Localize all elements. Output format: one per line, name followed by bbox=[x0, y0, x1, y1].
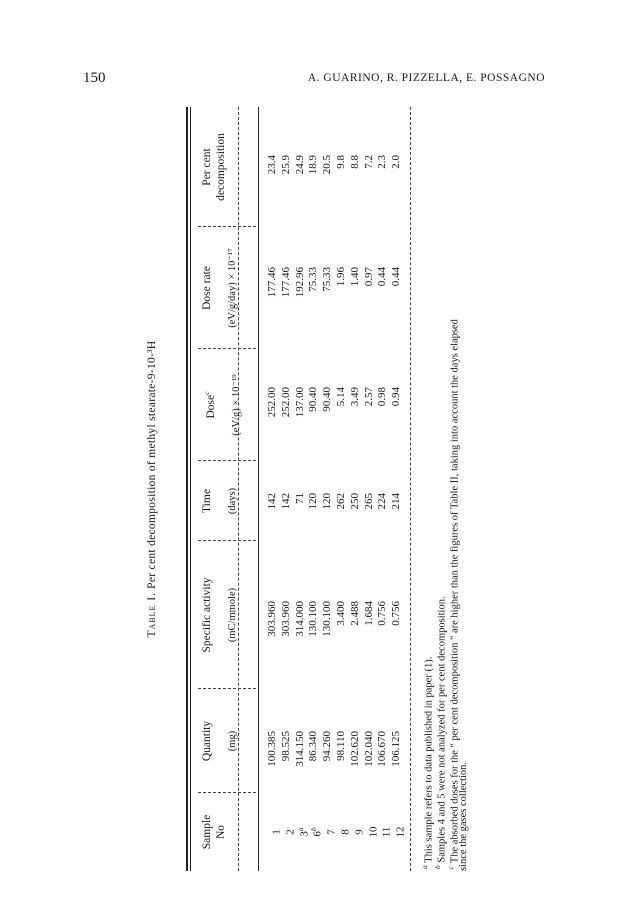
sample-number: 3 bbox=[298, 831, 311, 837]
cell-decomp: 24.9 bbox=[293, 155, 306, 175]
cell-time: 142 bbox=[279, 493, 292, 510]
cell-time: 120 bbox=[321, 493, 334, 510]
cell-quantity: 106.670 bbox=[376, 731, 389, 767]
cell-quantity: 100.385 bbox=[266, 731, 278, 767]
sample-number: 1 bbox=[270, 829, 283, 835]
header-sample-sub: No bbox=[215, 824, 227, 840]
cell-quantity: 106.125 bbox=[390, 731, 403, 767]
cell-decomp: 23.4 bbox=[266, 155, 278, 175]
cell-quantity: 94.260 bbox=[321, 731, 334, 762]
header-activity-unit: (mC/mmole) bbox=[227, 587, 238, 643]
sample-footnote-mark: a bbox=[295, 827, 305, 832]
cell-time: 120 bbox=[307, 493, 320, 510]
cell-rate: 192.96 bbox=[293, 267, 306, 298]
top-rule bbox=[186, 107, 188, 871]
header-sample-label: Sample bbox=[201, 814, 213, 850]
cell-rate: 1.96 bbox=[335, 267, 347, 287]
table-caption bbox=[146, 107, 158, 871]
sample-footnote-mark: b bbox=[309, 827, 319, 832]
cell-activity: 303.960 bbox=[279, 601, 292, 637]
header-quantity bbox=[200, 689, 240, 793]
cell-dose: 90.40 bbox=[321, 387, 334, 412]
sample-number: 2 bbox=[284, 829, 297, 835]
cell-rate: 1.40 bbox=[348, 267, 361, 287]
footnote-mark: a bbox=[420, 865, 429, 869]
cell-activity: 0.756 bbox=[390, 601, 403, 626]
header-quantity-unit: (mg) bbox=[227, 730, 238, 752]
cell-time: 250 bbox=[348, 493, 361, 510]
rotated-table-block bbox=[146, 107, 476, 871]
cell-decomp: 2.0 bbox=[390, 155, 403, 169]
cell-time: 71 bbox=[293, 493, 306, 504]
footnote-mark: c bbox=[446, 865, 455, 869]
header-decomp-sub: decomposition bbox=[215, 133, 227, 201]
cell-decomp: 18.9 bbox=[307, 155, 320, 175]
cell-quantity: 102.620 bbox=[348, 731, 361, 767]
cell-quantity: 102.040 bbox=[362, 731, 375, 767]
cell-dose: 5.14 bbox=[335, 387, 347, 407]
cell-sample-no bbox=[390, 793, 408, 871]
cell-time: 142 bbox=[266, 493, 278, 510]
footnote-text: This sample refers to data published in paper (1). bbox=[423, 656, 435, 863]
header-time-unit: (days) bbox=[227, 487, 238, 515]
cell-rate: 75.33 bbox=[307, 267, 320, 292]
cell-activity: 1.684 bbox=[362, 601, 375, 626]
cell-activity: 130.100 bbox=[321, 601, 334, 637]
footnote-text: The absorbed doses for the " per cent decomposition " are higher than the figures of Table II, taking into account the days elapsed bbox=[449, 319, 461, 864]
header-quantity-label: Quantity bbox=[201, 720, 213, 762]
cell-decomp: 2.3 bbox=[376, 155, 389, 169]
header-decomp-label: Per cent bbox=[201, 148, 213, 186]
cell-activity: 314.000 bbox=[293, 601, 306, 637]
cell-activity: 130.100 bbox=[307, 601, 320, 637]
cell-dose: 137.00 bbox=[293, 387, 306, 418]
sample-number: 9 bbox=[353, 829, 366, 835]
sample-number: 8 bbox=[339, 829, 352, 835]
header-dose-rate bbox=[200, 227, 240, 349]
sample-number: 7 bbox=[325, 829, 338, 835]
header-rate-unit: (eV/g/day) × 10⁻¹⁷ bbox=[227, 248, 238, 328]
cell-quantity: 86.340 bbox=[307, 731, 320, 762]
footnote-mark: b bbox=[433, 865, 442, 869]
cell-rate: 0.44 bbox=[376, 267, 389, 287]
cell-decomp: 25.9 bbox=[279, 155, 292, 175]
cell-decomp: 7.2 bbox=[362, 155, 375, 169]
header-dose-unit: (eV/g) × 10⁻¹⁹ bbox=[230, 374, 242, 436]
cell-activity: 303.960 bbox=[266, 601, 278, 637]
header-time bbox=[200, 461, 240, 541]
cell-dose: 252.00 bbox=[266, 387, 278, 418]
cell-dose: 3.49 bbox=[348, 387, 361, 407]
cell-decomp: 8.8 bbox=[348, 155, 361, 169]
sample-number: 11 bbox=[381, 826, 394, 838]
header-decomposition bbox=[200, 107, 228, 227]
cell-rate: 75.33 bbox=[321, 267, 334, 292]
header-bottom-rule bbox=[258, 107, 259, 871]
cell-quantity: 98.525 bbox=[279, 731, 292, 762]
cell-decomp: 9.8 bbox=[335, 155, 347, 169]
footnote-text: since the gases collection. bbox=[458, 761, 469, 871]
header-sample bbox=[200, 793, 228, 871]
cell-time: 224 bbox=[376, 493, 389, 510]
running-head: A. GUARINO, R. PIZZELLA, E. POSSAGNO bbox=[307, 72, 545, 84]
top-rule-inner bbox=[190, 107, 191, 871]
cell-dose: 0.98 bbox=[376, 387, 389, 407]
cell-quantity: 98.110 bbox=[335, 731, 347, 761]
footnote-c-continued bbox=[457, 762, 470, 871]
cell-dose: 0.94 bbox=[390, 387, 403, 407]
cell-time: 262 bbox=[335, 493, 347, 510]
sample-number: 6 bbox=[312, 831, 325, 837]
cell-activity: 2.488 bbox=[348, 601, 361, 626]
cell-time: 214 bbox=[390, 493, 403, 510]
table-label: Table I. bbox=[146, 592, 158, 638]
cell-dose: 2.57 bbox=[362, 387, 375, 407]
cell-activity: 0.756 bbox=[376, 601, 389, 626]
footnote-text: Samples 4 and 5 were not analyzed for per cent decomposition. bbox=[436, 596, 448, 863]
cell-dose: 90.40 bbox=[307, 387, 320, 412]
header-time-label: Time bbox=[201, 489, 213, 513]
page-number: 150 bbox=[83, 70, 106, 86]
header-dose-footnote-mark: c bbox=[202, 391, 211, 395]
header-activity-label: Specific activity bbox=[201, 577, 213, 653]
header-dashed-rule bbox=[238, 107, 239, 871]
sample-number: 10 bbox=[367, 826, 380, 838]
header-activity bbox=[200, 541, 240, 689]
sample-number: 12 bbox=[394, 826, 407, 838]
cell-rate: 177.46 bbox=[279, 267, 292, 298]
cell-activity: 3.400 bbox=[335, 601, 347, 626]
header-dose-label: Dose bbox=[204, 394, 217, 419]
cell-rate: 0.44 bbox=[390, 267, 403, 287]
header-rate-label: Dose rate bbox=[201, 266, 213, 310]
cell-quantity: 314.150 bbox=[293, 731, 306, 767]
table-title: Per cent decomposition of methyl stearate-9-10-³H bbox=[146, 340, 158, 589]
cell-time: 265 bbox=[362, 493, 375, 510]
cell-rate: 0.97 bbox=[362, 267, 375, 287]
bottom-dashed-rule bbox=[410, 107, 411, 871]
cell-dose: 252.00 bbox=[279, 387, 292, 418]
cell-rate: 177.46 bbox=[266, 267, 278, 298]
cell-decomp: 20.5 bbox=[321, 155, 334, 175]
